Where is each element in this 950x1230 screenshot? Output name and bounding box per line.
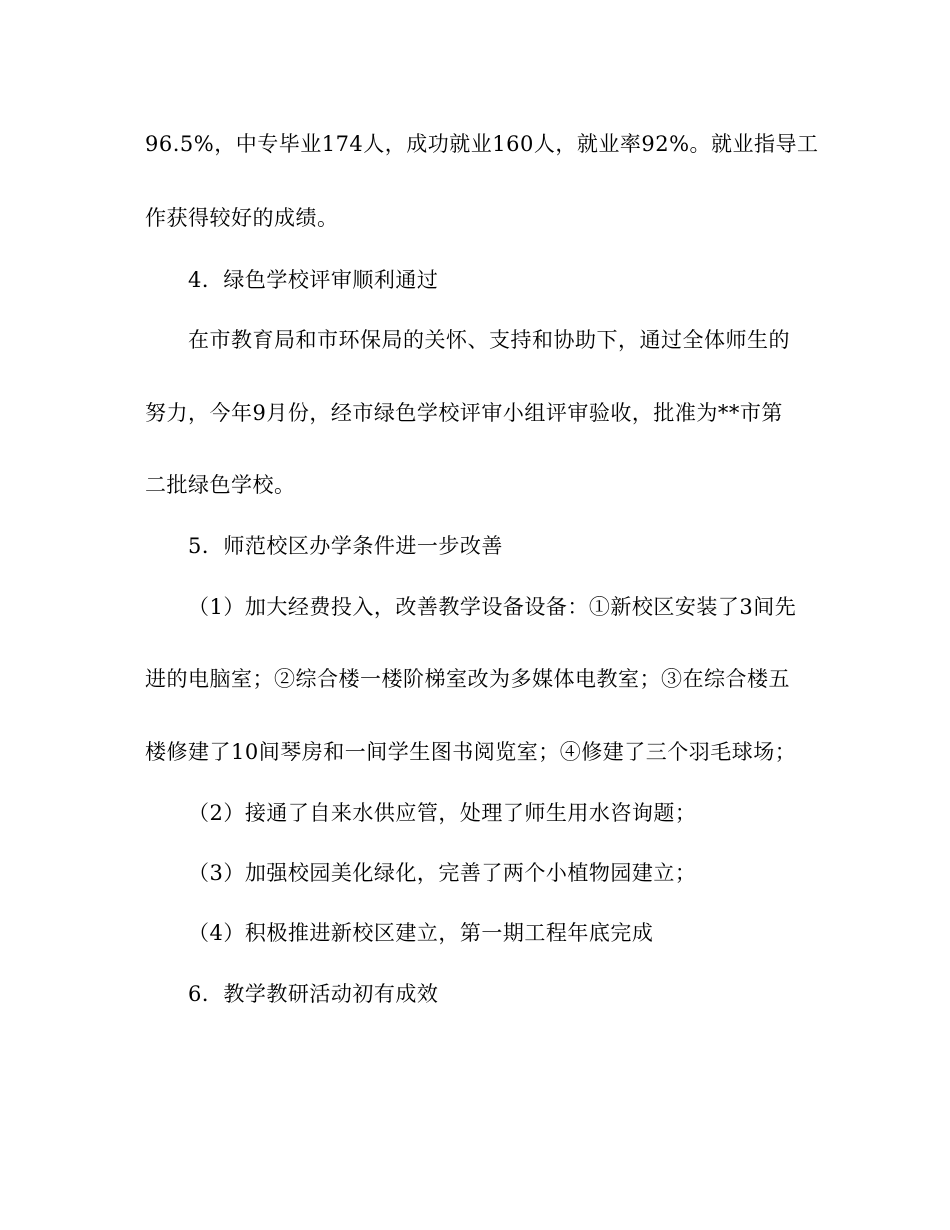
text-line: 进的电脑室；②综合楼一楼阶梯室改为多媒体电教室；③在综合楼五: [145, 667, 790, 691]
text-line: 作获得较好的成绩。: [145, 206, 339, 230]
text-line: （2）接通了自来水供应管，处理了师生用水咨询题；: [188, 801, 697, 825]
text-line: 在市教育局和市环保局的关怀、支持和协助下，通过全体师生的: [188, 328, 790, 352]
text-line: 努力，今年9月份，经市绿色学校评审小组评审验收，批准为**市第: [145, 401, 783, 425]
text-line: 96.5%，中专毕业174人，成功就业160人，就业率92%。就业指导工: [145, 132, 819, 156]
section-heading: 5．师范校区办学条件进一步改善: [188, 534, 503, 558]
text-line: （4）积极推进新校区建立，第一期工程年底完成: [188, 921, 654, 945]
text-line: （3）加强校园美化绿化，完善了两个小植物园建立；: [188, 861, 697, 885]
text-line: （1）加大经费投入，改善教学设备设备：①新校区安装了3间先: [188, 595, 797, 619]
text-line: 二批绿色学校。: [145, 473, 296, 497]
section-heading: 4．绿色学校评审顺利通过: [188, 268, 439, 292]
text-line: 楼修建了10间琴房和一间学生图书阅览室；④修建了三个羽毛球场；: [145, 740, 797, 764]
section-heading: 6．教学教研活动初有成效: [188, 982, 439, 1006]
